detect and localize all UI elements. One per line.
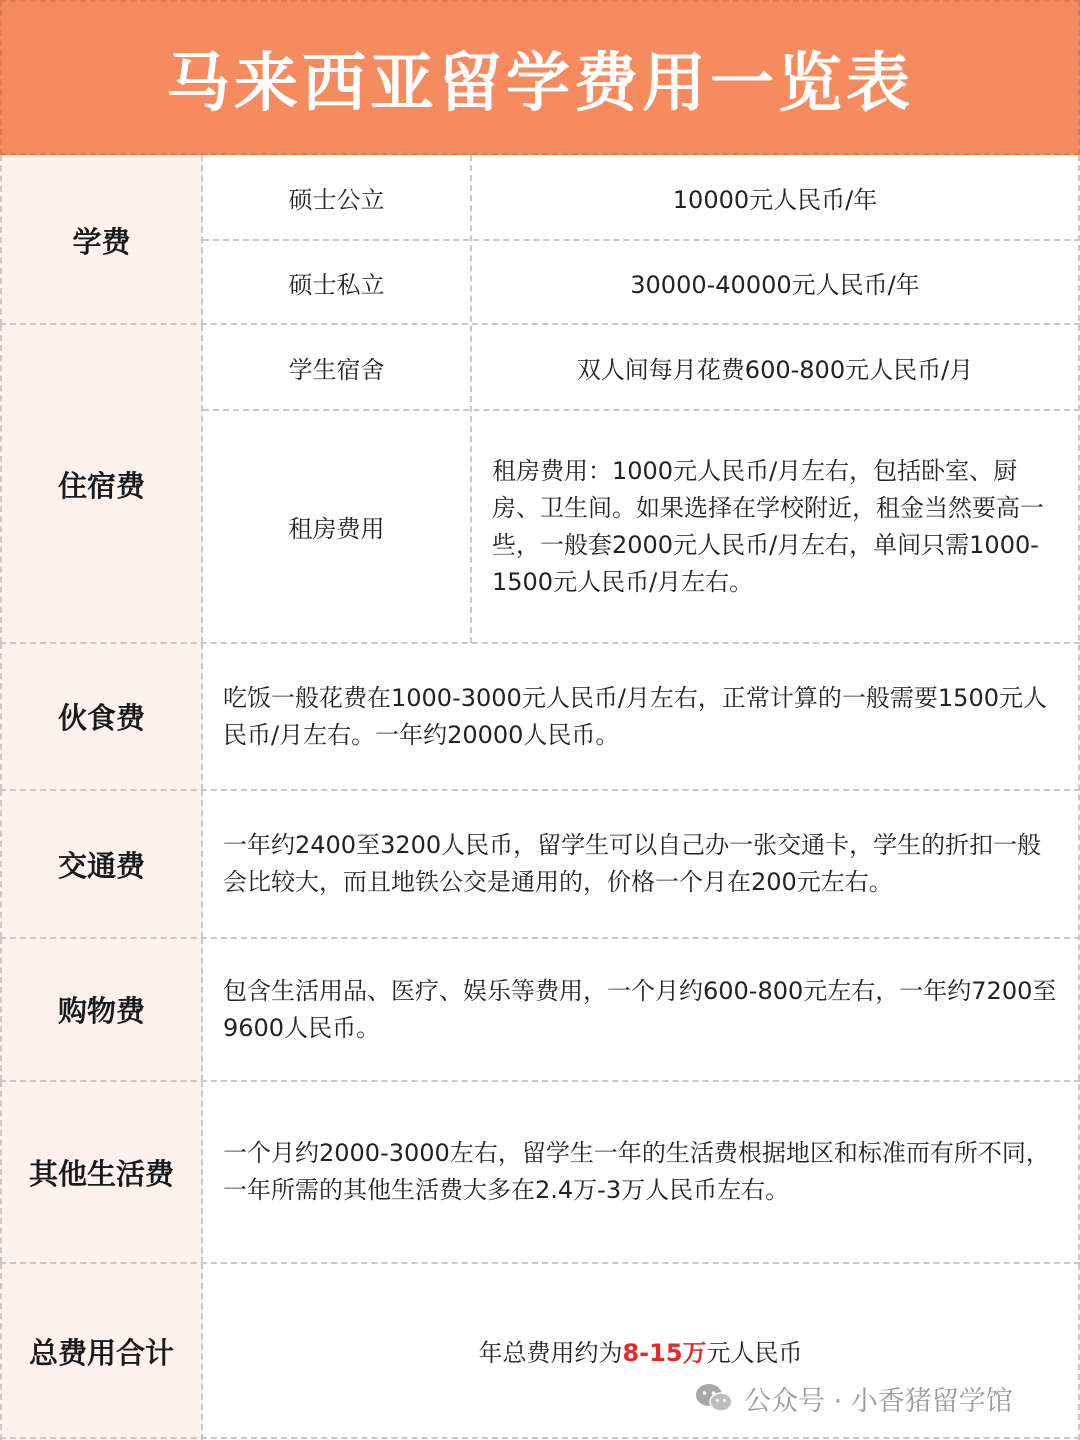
- category-tuition: 学费: [0, 155, 203, 325]
- category-shopping: 购物费: [0, 938, 203, 1081]
- page-title: 马来西亚留学费用一览表: [166, 46, 914, 121]
- total-prefix: 年总费用约为: [478, 1339, 623, 1367]
- transport-value: 一年约2400至3200人民币，留学生可以自己办一张交通卡，学生的折扣一般会比较大，而且地铁公交是通用的，价格一个月在200元左右。: [223, 831, 1042, 896]
- watermark: [694, 1378, 1013, 1418]
- category-total: 总费用合计: [0, 1263, 203, 1440]
- housing-rent-value: 租房费用：1000元人民币/月左右，包括卧室、厨房、卫生间。如果选择在学校附近，租金当然要高一些，一般套2000元人民币/月左右，单间只需1000-1500元人民币/月左右。: [492, 456, 1044, 596]
- total-suffix: 元人民币: [706, 1339, 803, 1367]
- tuition-private-value: 30000-40000元人民币/年: [630, 270, 920, 299]
- category-other: 其他生活费: [0, 1081, 203, 1263]
- watermark-text: 公众号 · 小香猪留学馆: [744, 1385, 1013, 1417]
- housing-dorm-name: 学生宿舍: [288, 355, 385, 384]
- table-border-bottom: [0, 1437, 1080, 1439]
- category-food: 伙食费: [0, 643, 203, 790]
- housing-dorm-value: 双人间每月花费600-800元人民币/月: [576, 355, 974, 384]
- category-transport: 交通费: [0, 790, 203, 938]
- food-value: 吃饭一般花费在1000-3000元人民币/月左右，正常计算的一般需要1500元人民币/月左右。一年约20000人民币。: [223, 683, 1047, 749]
- shopping-value: 包含生活用品、医疗、娱乐等费用，一个月约600-800元左右，一年约7200至9600人民币。: [223, 976, 1057, 1042]
- tuition-private-name: 硕士私立: [288, 270, 385, 299]
- tuition-public-name: 硕士公立: [288, 185, 385, 214]
- total-highlight: 8-15万: [622, 1339, 707, 1367]
- wechat-icon: [694, 1382, 734, 1414]
- housing-rent-name: 租房费用: [288, 515, 385, 543]
- other-value: 一个月约2000-3000左右，留学生一年的生活费根据地区和标准而有所不同，一年所需的其他生活费大多在2.4万-3万人民币左右。: [223, 1139, 1050, 1204]
- table-header: [0, 0, 1080, 155]
- tuition-public-value: 10000元人民币/年: [672, 185, 878, 214]
- category-housing: 住宿费: [0, 325, 203, 643]
